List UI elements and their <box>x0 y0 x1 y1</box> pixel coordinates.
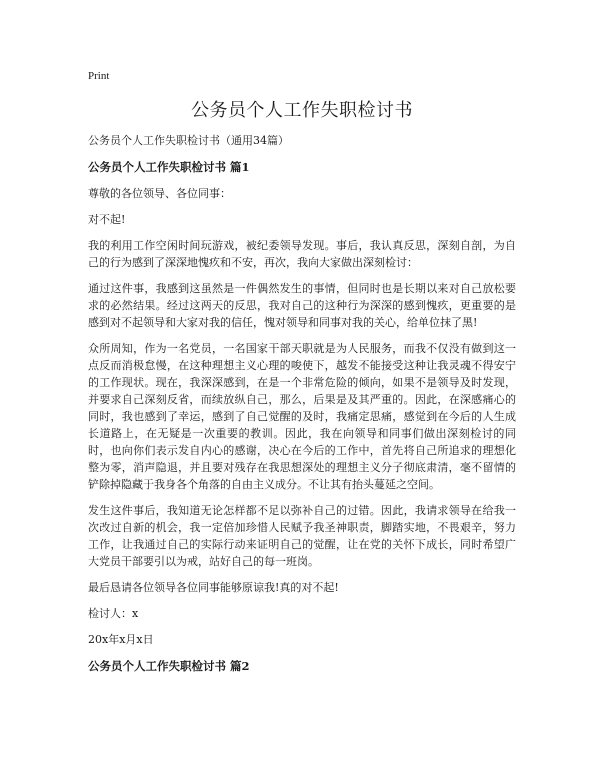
body-paragraph-1: 我的利用工作空闲时间玩游戏，被纪委领导发现。事后，我认真反思，深刻自剖，为自己的行为感到了深深地愧疚和不安，再次，我向大家做出深刻检讨： <box>88 239 516 269</box>
section-heading-1: 公务员个人工作失职检讨书 篇1 <box>88 160 250 174</box>
opening-apology: 对不起! <box>88 213 126 226</box>
body-paragraph-2: 通过这件事，我感到这虽然是一件偶然发生的事情，但同时也是长期以来对自己放松要求的必然结果。经过这两天的反思，我对自己的这种行为深深的感到愧疚，更重要的是感到对不起领导和大家对我的信任，愧对领导和同事对我的关心，给单位抹了黑! <box>88 282 516 329</box>
body-paragraph-4: 发生这件事后，我知道无论怎样都不足以弥补自己的过错。因此，我请求领导在给我一次改过自新的机会，我一定倍加珍惜人民赋予我圣神职责，脚踏实地，不畏艰辛，努力工作，让我通过自己的实际行动来证明自己的觉醒，让在党的关怀下成长，同时希望广大党员干部要引以为戒，站好自己的每一班岗。 <box>88 504 516 568</box>
closing-paragraph: 最后恳请各位领导各位同事能够原谅我!真的对不起! <box>88 581 339 594</box>
date-line: 20x年x月x日 <box>88 633 154 646</box>
document-subtitle: 公务员个人工作失职检讨书（通用34篇） <box>88 134 289 147</box>
salutation: 尊敬的各位领导、各位同事： <box>88 187 231 200</box>
body-paragraph-3: 众所周知，作为一名党员，一名国家干部天职就是为人民服务，而我不仅没有做到这一点反而消极怠慢，在这种理想主义心理的唆使下，越发不能接受这种让我灵魂不得安宁的工作现状。现在，我深深感到，在是一个非常危险的倾向，如果不是领导及时发现，并要求自己深刻反省，而续放纵自己，那么，后果是及其严重的。因此，在深感痛心的同时，我也感到了幸运，感到了自己觉醒的及时，我痛定思痛，感觉到在今后的人生成长道路上，在无疑是一次重要的教训。因此，我在向领导和同事们做出深刻检讨的同时，也向你们表示发自内心的感谢，决心在今后的工作中，首先将自己所追求的理想化整为零，消声隐退，并且要对残存在我思想深处的理想主义分子彻底肃清，毫不留情的铲除掉隐藏于我身各个角落的自由主义成分。不让其有抬头蔓延之空间。 <box>88 342 516 491</box>
section-heading-2: 公务员个人工作失职检讨书 篇2 <box>88 659 250 673</box>
print-label[interactable]: Print <box>88 70 110 82</box>
signature-line: 检讨人：x <box>88 607 139 620</box>
document-page <box>88 68 516 684</box>
document-title: 公务员个人工作失职检讨书 <box>191 100 413 121</box>
